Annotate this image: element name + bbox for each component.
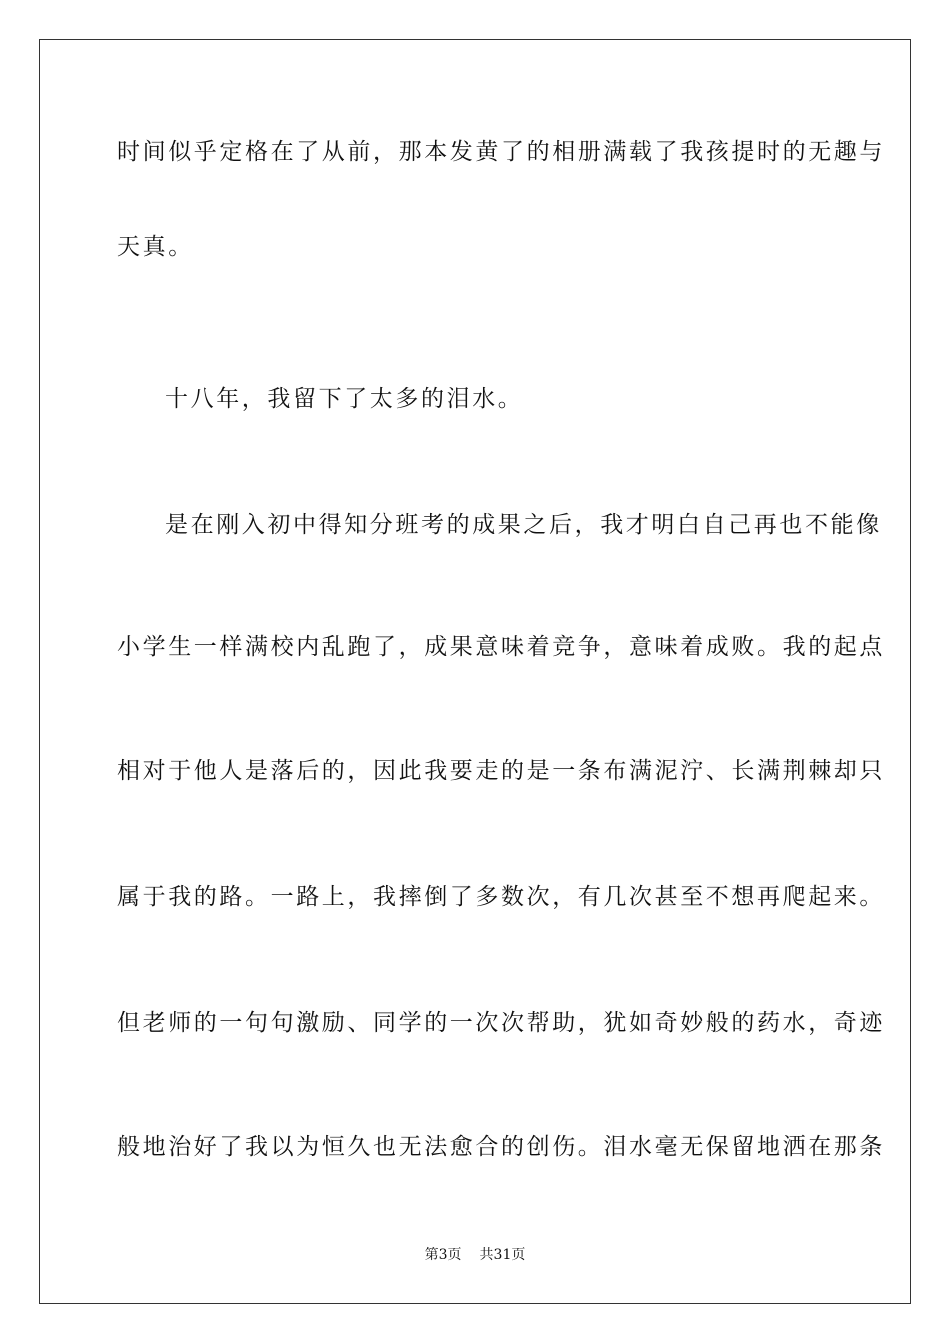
page-number: 第3页 (424, 1247, 462, 1263)
page-total: 共31页 (479, 1247, 526, 1263)
paragraph-line: 是在刚入初中得知分班考的成果之后，我才明白自己再也不能像 (165, 512, 882, 538)
paragraph-line: 天真。 (117, 234, 194, 260)
page-border (39, 39, 911, 1304)
page-footer (0, 1246, 950, 1264)
paragraph-line: 但老师的一句句激励、同学的一次次帮助，犹如奇妙般的药水，奇迹 (117, 1010, 885, 1036)
paragraph-line: 十八年，我留下了太多的泪水。 (165, 386, 524, 412)
paragraph-line: 小学生一样满校内乱跑了，成果意味着竞争，意味着成败。我的起点 (117, 634, 885, 660)
paragraph-line: 属于我的路。一路上，我摔倒了多数次，有几次甚至不想再爬起来。 (117, 884, 885, 910)
paragraph-line: 相对于他人是落后的，因此我要走的是一条布满泥泞、长满荆棘却只 (117, 758, 885, 784)
paragraph-line: 般地治好了我以为恒久也无法愈合的创伤。泪水毫无保留地洒在那条 (117, 1134, 885, 1160)
paragraph-line: 时间似乎定格在了从前，那本发黄了的相册满载了我孩提时的无趣与 (117, 139, 885, 165)
